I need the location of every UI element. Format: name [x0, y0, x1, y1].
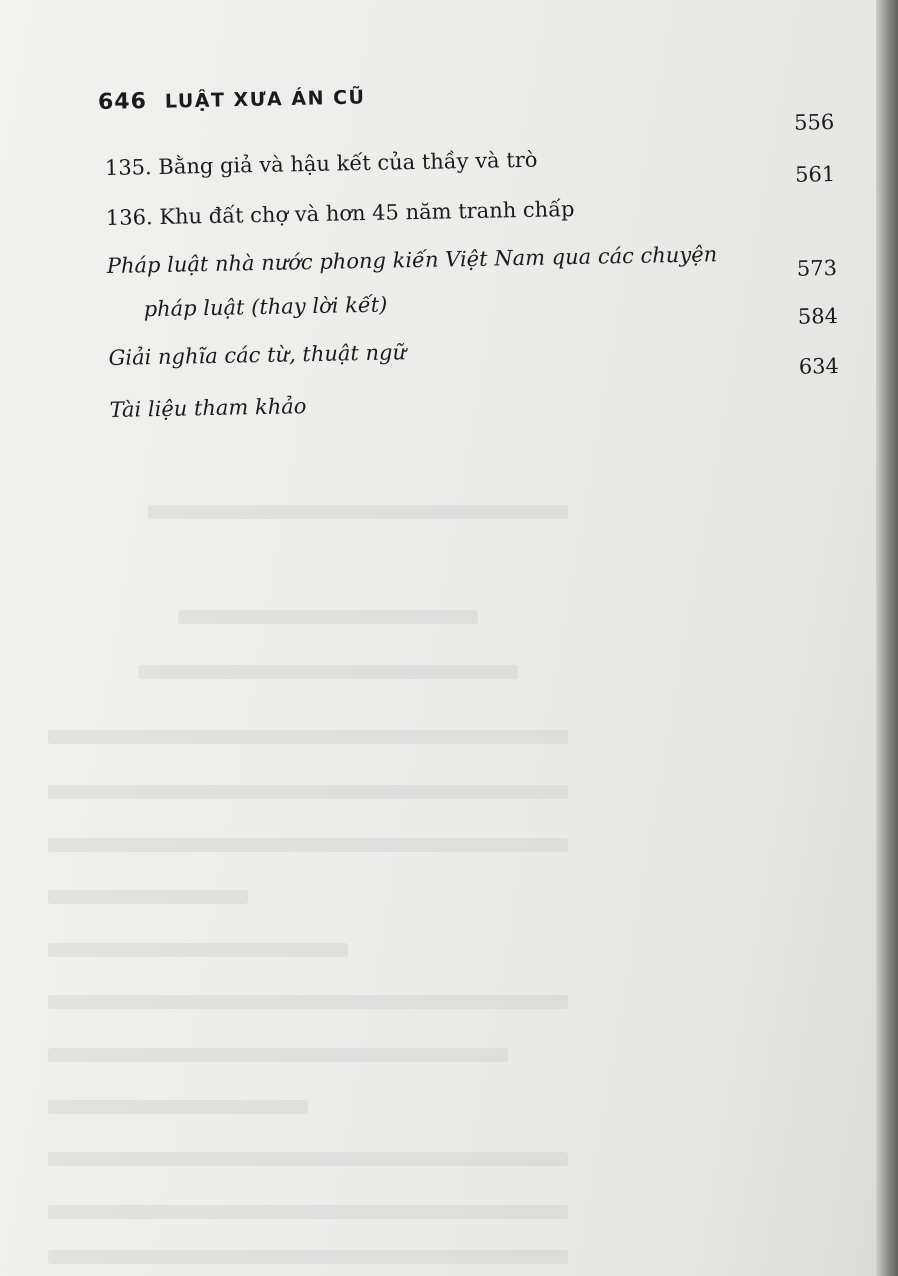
running-head — [98, 84, 366, 116]
toc-entry-title-continued: pháp luật (thay lời kết) — [143, 292, 388, 322]
toc-page-number: 573 — [796, 255, 838, 281]
toc-entry-title: Giải nghĩa các từ, thuật ngữ — [108, 340, 407, 370]
toc-entry-title: Pháp luật nhà nước phong kiến Việt Nam qua các chuyện — [106, 242, 718, 278]
toc-entry-title: 135. Bằng giả và hậu kết của thầy và trò — [104, 147, 538, 180]
toc-page-number: 556 — [793, 109, 835, 135]
table-of-contents — [104, 104, 850, 438]
book-title: LUẬT XƯA ÁN CŨ — [164, 86, 366, 113]
page-number: 646 — [97, 88, 148, 115]
toc-page-number: 584 — [797, 303, 839, 329]
toc-page-number: 634 — [798, 353, 840, 379]
toc-entry-title: 136. Khu đất chợ và hơn 45 năm tranh chấp — [105, 196, 575, 230]
page-edge-shadow — [876, 0, 898, 1276]
toc-page-number: 561 — [794, 161, 836, 187]
toc-entry-title: Tài liệu tham khảo — [109, 394, 307, 422]
